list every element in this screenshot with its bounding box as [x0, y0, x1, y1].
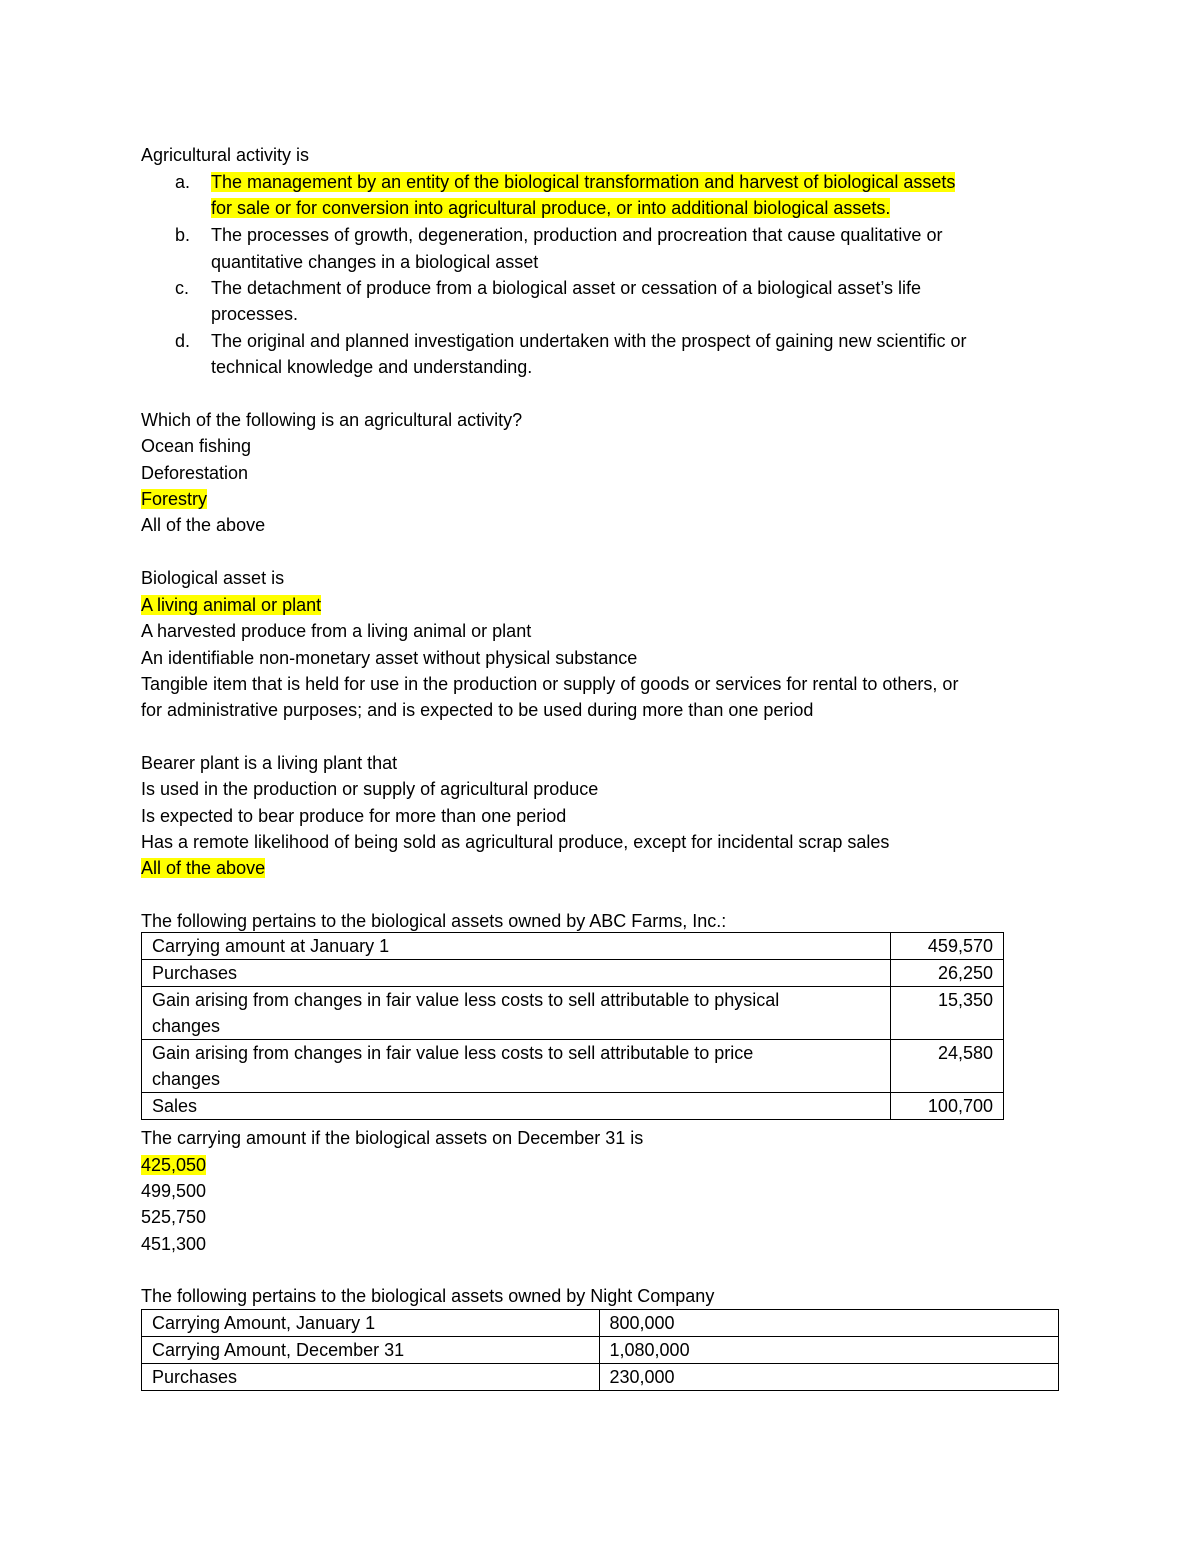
q2-option-answer: Forestry [141, 489, 208, 509]
table-row [142, 1310, 1059, 1337]
table-cell-label [142, 1040, 891, 1093]
table-cell-value: 230,000 [599, 1364, 1059, 1391]
q4-option-answer: All of the above [141, 858, 266, 878]
question-5-intro: The following pertains to the biological assets owned by ABC Farms, Inc.: [141, 911, 727, 931]
option-c-line-1: The detachment of produce from a biological asset or cessation of a biological asset’s life [211, 278, 922, 298]
table-cell-label: Purchases [142, 960, 891, 987]
q5-option: 525,750 [141, 1207, 207, 1227]
table-cell-label-line: Gain arising from changes in fair value less costs to sell attributable to price [152, 1043, 754, 1063]
table-cell-label: Carrying Amount, January 1 [142, 1310, 600, 1337]
q5-option: 451,300 [141, 1234, 207, 1254]
option-c-letter: c. [175, 278, 190, 298]
question-2-stem: Which of the following is an agricultural activity? [141, 410, 523, 430]
table-row [142, 1364, 1059, 1391]
q2-option: All of the above [141, 515, 266, 535]
table-cell-value: 24,580 [891, 1040, 1004, 1093]
table-cell-label: Sales [142, 1093, 891, 1120]
table-cell-label-line: Gain arising from changes in fair value less costs to sell attributable to physical [152, 990, 780, 1010]
table-row [142, 933, 1004, 960]
option-c-line-2: processes. [211, 304, 299, 324]
option-a-letter: a. [175, 172, 191, 192]
question-1-stem: Agricultural activity is [141, 145, 310, 165]
abc-farms-table [141, 932, 1004, 1120]
q3-option: A harvested produce from a living animal or plant [141, 621, 532, 641]
table-cell-label: Purchases [142, 1364, 600, 1391]
question-4-stem: Bearer plant is a living plant that [141, 753, 398, 773]
table-cell-value: 26,250 [891, 960, 1004, 987]
q4-option: Is used in the production or supply of agricultural produce [141, 779, 599, 799]
option-d-line-2: technical knowledge and understanding. [211, 357, 533, 377]
option-d-letter: d. [175, 331, 191, 351]
table-cell-label: Carrying Amount, December 31 [142, 1337, 600, 1364]
table-row [142, 987, 1004, 1040]
q2-option: Ocean fishing [141, 436, 252, 456]
table-cell-value: 100,700 [891, 1093, 1004, 1120]
option-b-line-2: quantitative changes in a biological asset [211, 252, 539, 272]
option-b-letter: b. [175, 225, 191, 245]
option-a-line-2: for sale or for conversion into agricultural produce, or into additional biological assets. [211, 198, 891, 218]
question-3-stem: Biological asset is [141, 568, 285, 588]
table-cell-label [142, 987, 891, 1040]
question-6-intro: The following pertains to the biological assets owned by Night Company [141, 1286, 715, 1306]
table-cell-label-line: changes [152, 1016, 221, 1036]
q4-option: Has a remote likelihood of being sold as agricultural produce, except for incidental scrap sales [141, 832, 890, 852]
option-b-line-1: The processes of growth, degeneration, production and procreation that cause qualitative or [211, 225, 943, 245]
q5-option-answer: 425,050 [141, 1155, 207, 1175]
question-5-stem: The carrying amount if the biological assets on December 31 is [141, 1128, 644, 1148]
table-cell-value: 459,570 [891, 933, 1004, 960]
table-cell-label: Carrying amount at January 1 [142, 933, 891, 960]
q3-option-continued: for administrative purposes; and is expected to be used during more than one period [141, 700, 814, 720]
table-row [142, 1093, 1004, 1120]
q2-option: Deforestation [141, 463, 249, 483]
q3-option: An identifiable non-monetary asset without physical substance [141, 648, 638, 668]
table-cell-value: 15,350 [891, 987, 1004, 1040]
night-company-table [141, 1309, 1059, 1391]
table-row [142, 960, 1004, 987]
q3-option-answer: A living animal or plant [141, 595, 322, 615]
q3-option: Tangible item that is held for use in the production or supply of goods or services for rental to others, or [141, 674, 959, 694]
option-a-line-1: The management by an entity of the biological transformation and harvest of biological assets [211, 172, 956, 192]
q4-option: Is expected to bear produce for more than one period [141, 806, 567, 826]
table-row [142, 1337, 1059, 1364]
table-row [142, 1040, 1004, 1093]
q5-option: 499,500 [141, 1181, 207, 1201]
table-cell-value: 1,080,000 [599, 1337, 1059, 1364]
table-cell-label-line: changes [152, 1069, 221, 1089]
table-cell-value: 800,000 [599, 1310, 1059, 1337]
option-d-line-1: The original and planned investigation undertaken with the prospect of gaining new scientific or [211, 331, 967, 351]
